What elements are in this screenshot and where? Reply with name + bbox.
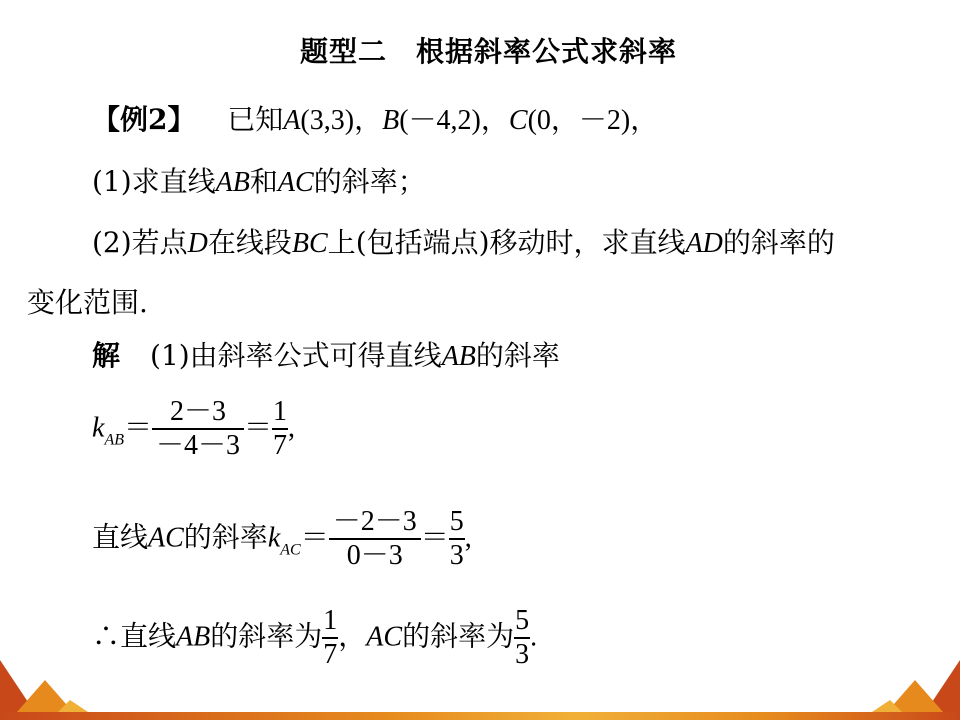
k-symbol: k [267, 522, 281, 554]
fraction-result [272, 398, 288, 460]
equals: ＝ [300, 520, 329, 554]
numerator: 2－3 [152, 398, 244, 430]
example-label: 【例2】 [92, 103, 196, 136]
q1-text: (1)求直线 [92, 165, 216, 198]
solution-text: 的斜率 [475, 339, 560, 372]
example-intro: 已知 [227, 103, 284, 136]
fraction-result [449, 508, 465, 570]
corner-decoration-left [0, 660, 110, 720]
concl-text: 的斜率为 [402, 619, 515, 653]
question-2-continued: 变化范围. [27, 286, 148, 319]
comma: , [464, 522, 472, 554]
sep: ， [354, 103, 383, 136]
sep: ， [338, 619, 367, 653]
fraction-five-thirds [514, 607, 530, 669]
therefore-symbol: ∴ [92, 619, 121, 653]
numerator: 1 [322, 607, 338, 639]
solution-var: AB [441, 341, 476, 372]
concl-var: AB [176, 621, 211, 653]
example-statement [92, 103, 659, 136]
concl-text: 直线 [120, 619, 177, 653]
point-b-coord: (－4,2) [399, 105, 481, 136]
conclusion [92, 607, 537, 669]
denominator: 0－3 [346, 540, 403, 571]
denominator: 7 [273, 430, 288, 461]
k-symbol: k [92, 412, 105, 444]
q1-text: 的斜率； [313, 165, 426, 198]
q1-var: AB [215, 167, 250, 198]
k-subscript: AB [104, 431, 124, 449]
fraction-ac [329, 508, 421, 570]
numerator: 1 [272, 398, 288, 430]
corner-decoration-right [850, 660, 960, 720]
numerator: 5 [449, 508, 465, 540]
solution-label: 解 [92, 339, 121, 372]
k-subscript: AC [280, 541, 301, 559]
q2-text: (2)若点 [92, 226, 188, 259]
question-2 [92, 226, 835, 259]
sep: ， [630, 103, 659, 136]
equals: ＝ [420, 520, 449, 554]
q1-var: AC [277, 167, 314, 198]
numerator: －2－3 [329, 508, 421, 540]
denominator: －4－3 [156, 430, 241, 461]
q2-text: 的斜率的 [722, 226, 835, 259]
q2-var: AD [685, 228, 723, 259]
q2-var: BC [291, 228, 328, 259]
denominator: 7 [323, 639, 338, 670]
equation-k-ac [92, 508, 472, 570]
denominator: 3 [515, 639, 530, 670]
concl-text: 的斜率为 [210, 619, 323, 653]
q2-text: 上(包括端点)移动时，求直线 [327, 226, 686, 259]
equals: ＝ [123, 410, 152, 444]
fraction-ab [152, 398, 244, 460]
concl-var: AC [366, 621, 403, 653]
solution-text: (1)由斜率公式可得直线 [150, 339, 442, 372]
denominator: 3 [449, 540, 464, 571]
eq2-text: 直线 [92, 520, 149, 554]
solution-intro [92, 339, 560, 372]
period: . [530, 621, 538, 653]
eq2-var: AC [148, 522, 184, 554]
q2-var: D [187, 228, 208, 259]
point-c-coord: (0，－2) [527, 105, 631, 136]
point-b: B [382, 105, 400, 136]
footer-bar [0, 712, 960, 720]
question-1 [92, 165, 426, 198]
q1-text: 和 [249, 165, 278, 198]
sep: ， [480, 103, 509, 136]
equation-k-ab [92, 398, 295, 460]
numerator: 5 [514, 607, 530, 639]
point-a: A [283, 105, 301, 136]
eq2-text: 的斜率 [183, 520, 268, 554]
comma: , [288, 412, 296, 444]
point-a-coord: (3,3) [300, 105, 355, 136]
page-title: 题型二 根据斜率公式求斜率 [300, 35, 678, 68]
q2-text: 在线段 [207, 226, 292, 259]
fraction-one-seventh [322, 607, 338, 669]
equals: ＝ [244, 410, 273, 444]
point-c: C [508, 105, 528, 136]
